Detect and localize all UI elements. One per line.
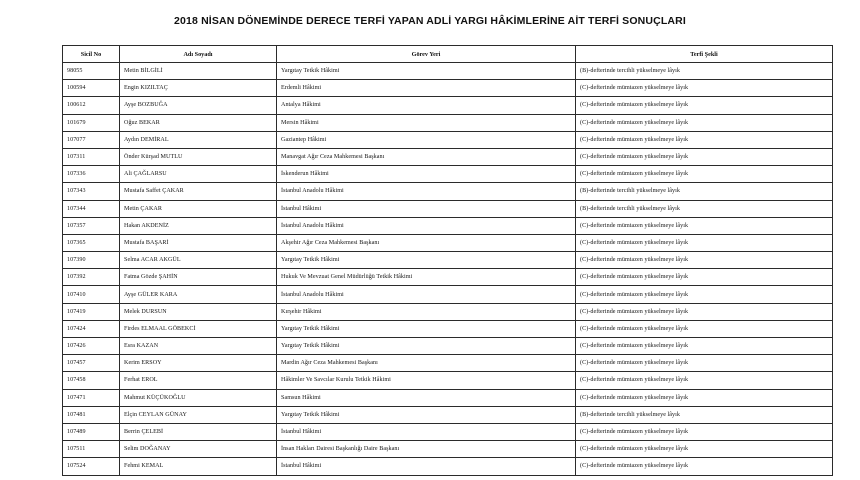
cell-gorev-yeri: Kırşehir Hâkimi xyxy=(277,303,576,320)
cell-terfi-sekli: (C)-defterinde mümtazen yükselmeye lâyık xyxy=(576,234,833,251)
cell-adi-soyadi: Ali ÇAĞLARSU xyxy=(120,166,277,183)
cell-adi-soyadi: Ferhat EROL xyxy=(120,372,277,389)
cell-adi-soyadi: Selim DOĞANAY xyxy=(120,441,277,458)
cell-terfi-sekli: (C)-defterinde mümtazen yükselmeye lâyık xyxy=(576,303,833,320)
page-title: 2018 NİSAN DÖNEMİNDE DERECE TERFİ YAPAN ADLİ YARGI HÂKİMLERİNE AİT TERFİ SONUÇLARI xyxy=(174,15,686,27)
cell-sicil-no: 107489 xyxy=(63,423,120,440)
cell-terfi-sekli: (C)-defterinde mümtazen yükselmeye lâyık xyxy=(576,97,833,114)
cell-sicil-no: 107424 xyxy=(63,320,120,337)
cell-gorev-yeri: Yargıtay Tetkik Hâkimi xyxy=(277,63,576,80)
column-header-sicil-no: Sicil No xyxy=(63,46,120,63)
cell-terfi-sekli: (C)-defterinde mümtazen yükselmeye lâyık xyxy=(576,80,833,97)
cell-terfi-sekli: (C)-defterinde mümtazen yükselmeye lâyık xyxy=(576,458,833,475)
cell-sicil-no: 101679 xyxy=(63,114,120,131)
cell-sicil-no: 107481 xyxy=(63,406,120,423)
cell-adi-soyadi: Ayşe BOZBUĞA xyxy=(120,97,277,114)
cell-terfi-sekli: (C)-defterinde mümtazen yükselmeye lâyık xyxy=(576,269,833,286)
cell-sicil-no: 107344 xyxy=(63,200,120,217)
cell-gorev-yeri: Yargıtay Tetkik Hâkimi xyxy=(277,320,576,337)
table-row xyxy=(63,166,833,183)
cell-gorev-yeri: İstanbul Anadolu Hâkimi xyxy=(277,217,576,234)
cell-sicil-no: 107311 xyxy=(63,148,120,165)
cell-adi-soyadi: Aydın DEMİRAL xyxy=(120,131,277,148)
cell-sicil-no: 107410 xyxy=(63,286,120,303)
table-row xyxy=(63,406,833,423)
cell-terfi-sekli: (B)-defterinde tercihli yükselmeye lâyık xyxy=(576,200,833,217)
cell-sicil-no: 107357 xyxy=(63,217,120,234)
cell-terfi-sekli: (B)-defterinde tercihli yükselmeye lâyık xyxy=(576,406,833,423)
table-row xyxy=(63,183,833,200)
table-header xyxy=(63,46,833,63)
table-row xyxy=(63,269,833,286)
cell-adi-soyadi: Oğuz BEKAR xyxy=(120,114,277,131)
cell-sicil-no: 107365 xyxy=(63,234,120,251)
cell-adi-soyadi: Metin BİLGİLİ xyxy=(120,63,277,80)
cell-terfi-sekli: (C)-defterinde mümtazen yükselmeye lâyık xyxy=(576,114,833,131)
cell-gorev-yeri: Akşehir Ağır Ceza Mahkemesi Başkanı xyxy=(277,234,576,251)
table-row xyxy=(63,97,833,114)
column-header-adi-soyadi: Adı Soyadı xyxy=(120,46,277,63)
cell-adi-soyadi: Firdes ELMAAL GÖBEKCİ xyxy=(120,320,277,337)
table-row xyxy=(63,217,833,234)
cell-sicil-no: 98055 xyxy=(63,63,120,80)
cell-adi-soyadi: Selma ACAR AKGÜL xyxy=(120,252,277,269)
cell-terfi-sekli: (C)-defterinde mümtazen yükselmeye lâyık xyxy=(576,372,833,389)
cell-sicil-no: 100612 xyxy=(63,97,120,114)
table-row xyxy=(63,252,833,269)
cell-gorev-yeri: Mardin Ağır Ceza Mahkemesi Başkanı xyxy=(277,355,576,372)
table-row xyxy=(63,63,833,80)
table-row xyxy=(63,286,833,303)
cell-sicil-no: 107390 xyxy=(63,252,120,269)
cell-gorev-yeri: Yargıtay Tetkik Hâkimi xyxy=(277,252,576,269)
cell-adi-soyadi: Önder Kürşad MUTLU xyxy=(120,148,277,165)
cell-sicil-no: 107457 xyxy=(63,355,120,372)
cell-gorev-yeri: İstanbul Hâkimi xyxy=(277,423,576,440)
table-row xyxy=(63,148,833,165)
cell-gorev-yeri: Hukuk Ve Mevzuat Genel Müdürlüğü Tetkik Hâkimi xyxy=(277,269,576,286)
cell-adi-soyadi: Mustafa BAŞARİ xyxy=(120,234,277,251)
cell-sicil-no: 107471 xyxy=(63,389,120,406)
terfi-results-table xyxy=(62,45,833,476)
table-row xyxy=(63,320,833,337)
cell-adi-soyadi: Fatma Gözde ŞAHİN xyxy=(120,269,277,286)
cell-gorev-yeri: Yargıtay Tetkik Hâkimi xyxy=(277,338,576,355)
cell-adi-soyadi: Mahmut KÜÇÜKOĞLU xyxy=(120,389,277,406)
cell-adi-soyadi: Kerim ERSOY xyxy=(120,355,277,372)
cell-terfi-sekli: (C)-defterinde mümtazen yükselmeye lâyık xyxy=(576,423,833,440)
cell-sicil-no: 107524 xyxy=(63,458,120,475)
column-header-terfi-sekli: Terfi Şekli xyxy=(576,46,833,63)
terfi-results-table-container xyxy=(62,45,798,476)
cell-terfi-sekli: (C)-defterinde mümtazen yükselmeye lâyık xyxy=(576,166,833,183)
cell-terfi-sekli: (C)-defterinde mümtazen yükselmeye lâyık xyxy=(576,389,833,406)
cell-terfi-sekli: (C)-defterinde mümtazen yükselmeye lâyık xyxy=(576,338,833,355)
cell-gorev-yeri: Yargıtay Tetkik Hâkimi xyxy=(277,406,576,423)
table-row xyxy=(63,131,833,148)
cell-adi-soyadi: Berrin ÇELEBİ xyxy=(120,423,277,440)
cell-terfi-sekli: (C)-defterinde mümtazen yükselmeye lâyık xyxy=(576,252,833,269)
cell-terfi-sekli: (C)-defterinde mümtazen yükselmeye lâyık xyxy=(576,131,833,148)
cell-adi-soyadi: Engin KIZILTAÇ xyxy=(120,80,277,97)
cell-terfi-sekli: (C)-defterinde mümtazen yükselmeye lâyık xyxy=(576,148,833,165)
table-row xyxy=(63,80,833,97)
cell-adi-soyadi: Fehmi KEMAL xyxy=(120,458,277,475)
cell-gorev-yeri: İnsan Hakları Dairesi Başkanlığı Daire Başkanı xyxy=(277,441,576,458)
table-row xyxy=(63,441,833,458)
table-row xyxy=(63,114,833,131)
cell-sicil-no: 107419 xyxy=(63,303,120,320)
cell-terfi-sekli: (C)-defterinde mümtazen yükselmeye lâyık xyxy=(576,355,833,372)
table-row xyxy=(63,303,833,320)
cell-terfi-sekli: (C)-defterinde mümtazen yükselmeye lâyık xyxy=(576,286,833,303)
table-row xyxy=(63,389,833,406)
cell-sicil-no: 100594 xyxy=(63,80,120,97)
cell-sicil-no: 107343 xyxy=(63,183,120,200)
table-row xyxy=(63,234,833,251)
table-row xyxy=(63,338,833,355)
cell-adi-soyadi: Mustafa Saffet ÇAKAR xyxy=(120,183,277,200)
column-header-gorev-yeri: Görev Yeri xyxy=(277,46,576,63)
cell-gorev-yeri: Erdemli Hâkimi xyxy=(277,80,576,97)
cell-adi-soyadi: Elçin CEYLAN GÜNAY xyxy=(120,406,277,423)
cell-gorev-yeri: Mersin Hâkimi xyxy=(277,114,576,131)
cell-terfi-sekli: (C)-defterinde mümtazen yükselmeye lâyık xyxy=(576,441,833,458)
cell-terfi-sekli: (C)-defterinde mümtazen yükselmeye lâyık xyxy=(576,217,833,234)
cell-gorev-yeri: Samsun Hâkimi xyxy=(277,389,576,406)
cell-adi-soyadi: Ayşe GÜLER KARA xyxy=(120,286,277,303)
cell-gorev-yeri: Gaziantep Hâkimi xyxy=(277,131,576,148)
cell-terfi-sekli: (B)-defterinde tercihli yükselmeye lâyık xyxy=(576,183,833,200)
cell-terfi-sekli: (C)-defterinde mümtazen yükselmeye lâyık xyxy=(576,320,833,337)
cell-gorev-yeri: Manavgat Ağır Ceza Mahkemesi Başkanı xyxy=(277,148,576,165)
table-header-row xyxy=(63,46,833,63)
table-row xyxy=(63,458,833,475)
table-body xyxy=(63,63,833,476)
cell-sicil-no: 107336 xyxy=(63,166,120,183)
cell-sicil-no: 107392 xyxy=(63,269,120,286)
cell-adi-soyadi: Esra KAZAN xyxy=(120,338,277,355)
table-row xyxy=(63,355,833,372)
table-row xyxy=(63,200,833,217)
cell-gorev-yeri: Antalya Hâkimi xyxy=(277,97,576,114)
cell-sicil-no: 107511 xyxy=(63,441,120,458)
cell-gorev-yeri: İstanbul Anadolu Hâkimi xyxy=(277,286,576,303)
cell-sicil-no: 107426 xyxy=(63,338,120,355)
cell-terfi-sekli: (B)-defterinde tercihli yükselmeye lâyık xyxy=(576,63,833,80)
cell-gorev-yeri: Hâkimler Ve Savcılar Kurulu Tetkik Hâkimi xyxy=(277,372,576,389)
cell-gorev-yeri: İstanbul Hâkimi xyxy=(277,458,576,475)
cell-gorev-yeri: İstanbul Hâkimi xyxy=(277,200,576,217)
table-row xyxy=(63,423,833,440)
cell-gorev-yeri: İstanbul Anadolu Hâkimi xyxy=(277,183,576,200)
table-row xyxy=(63,372,833,389)
cell-sicil-no: 107458 xyxy=(63,372,120,389)
cell-adi-soyadi: Metin ÇAKAR xyxy=(120,200,277,217)
cell-gorev-yeri: İskenderun Hâkimi xyxy=(277,166,576,183)
cell-adi-soyadi: Hakan AKDENİZ xyxy=(120,217,277,234)
cell-sicil-no: 107077 xyxy=(63,131,120,148)
cell-adi-soyadi: Melek DURSUN xyxy=(120,303,277,320)
